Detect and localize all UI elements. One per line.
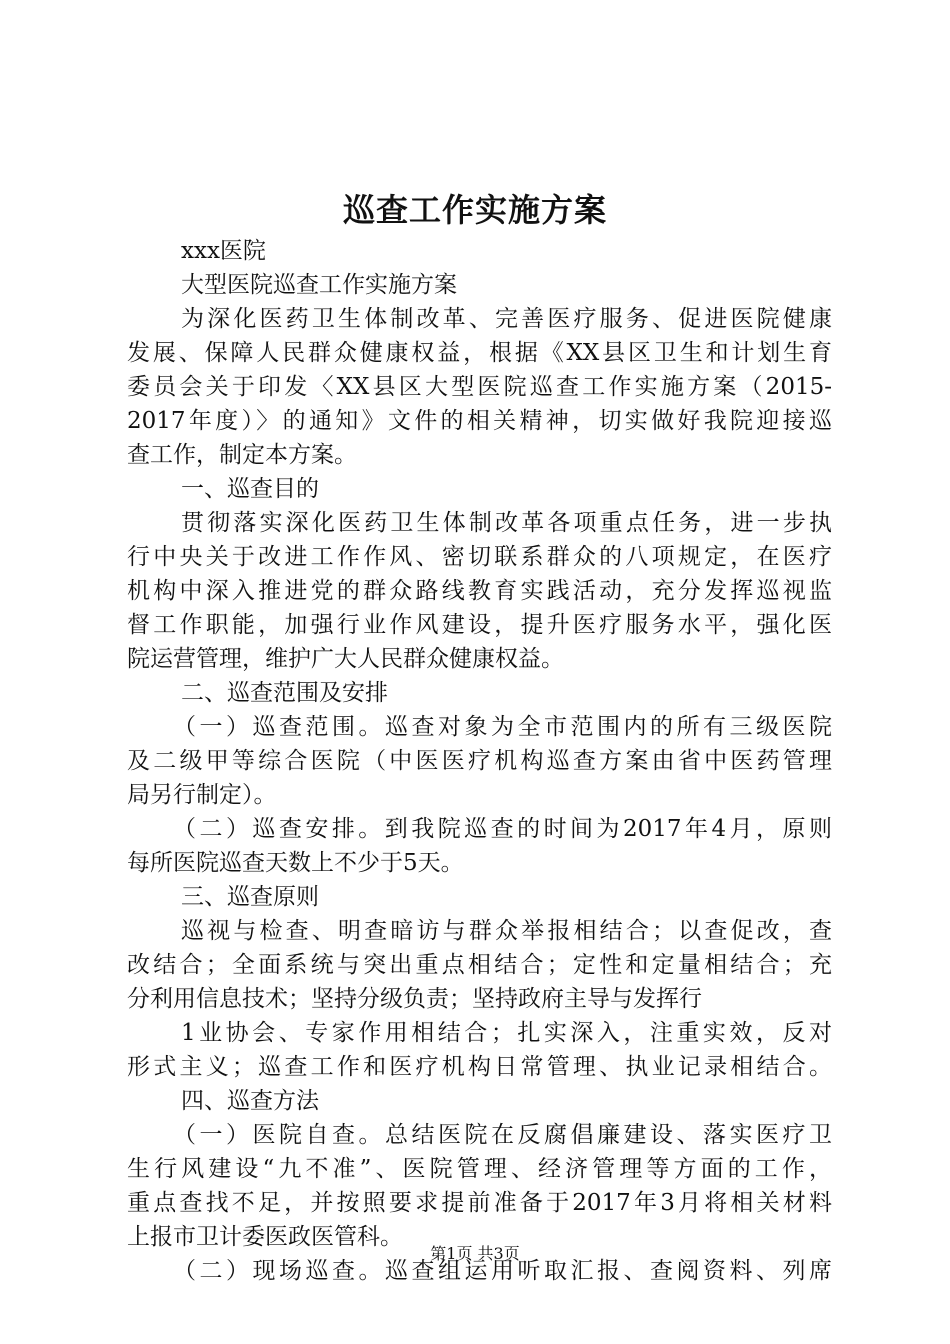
text-line: 每所医院巡查天数上不少于5天。 — [127, 850, 464, 876]
text-line: 2017年度）〉的通知》文件的相关精神，切实做好我院迎接巡 — [127, 408, 832, 434]
text-line: 查工作，制定本方案。 — [127, 442, 357, 468]
text-line: 行中央关于改进工作作风、密切联系群众的八项规定，在医疗 — [127, 544, 832, 570]
text-line: （一）医院自查。总结医院在反腐倡廉建设、落实医疗卫 — [173, 1122, 832, 1148]
text-line: 督工作职能，加强行业作风建设，提升医疗服务水平，强化医 — [127, 612, 832, 638]
text-line: 二、巡查范围及安排 — [181, 680, 388, 706]
text-line: 贯彻落实深化医药卫生体制改革各项重点任务，进一步执 — [181, 510, 832, 536]
text-line: 巡视与检查、明查暗访与群众举报相结合；以查促改，查 — [181, 918, 832, 944]
text-line: 及二级甲等综合医院（中医医疗机构巡查方案由省中医药管理 — [127, 748, 832, 774]
text-line: 三、巡查原则 — [181, 884, 319, 910]
text-line: （二）现场巡查。巡查组运用听取汇报、查阅资料、列席 — [173, 1258, 832, 1284]
text-line: 为深化医药卫生体制改革、完善医疗服务、促进医院健康 — [181, 306, 832, 332]
text-line: 1业协会、专家作用相结合；扎实深入，注重实效，反对 — [181, 1020, 832, 1046]
text-line: 发展、保障人民群众健康权益，根据《XX县区卫生和计划生育 — [127, 340, 832, 366]
text-line: 形式主义；巡查工作和医疗机构日常管理、执业记录相结合。 — [127, 1054, 832, 1080]
text-line: 改结合；全面系统与突出重点相结合；定性和定量相结合；充 — [127, 952, 832, 978]
text-line: 机构中深入推进党的群众路线教育实践活动，充分发挥巡视监 — [127, 578, 832, 604]
text-line: （二）巡查安排。到我院巡查的时间为2017年4月，原则 — [173, 816, 832, 842]
text-line: 委员会关于印发〈XX县区大型医院巡查工作实施方案（2015- — [127, 374, 832, 400]
text-line: 一、巡查目的 — [181, 476, 319, 502]
document-title: 巡查工作实施方案 — [342, 191, 607, 229]
text-line: 大型医院巡查工作实施方案 — [181, 272, 457, 298]
text-line: 上报市卫计委医政医管科。 — [127, 1224, 403, 1250]
text-line: 院运营管理，维护广大人民群众健康权益。 — [127, 646, 564, 672]
text-line: 生行风建设“九不准”、医院管理、经济管理等方面的工作， — [127, 1156, 832, 1182]
text-line: 分利用信息技术；坚持分级负责；坚持政府主导与发挥行 — [127, 986, 702, 1012]
text-line: 局另行制定）。 — [127, 782, 277, 808]
text-line: 重点查找不足，并按照要求提前准备于2017年3月将相关材料 — [127, 1190, 832, 1216]
text-line: 四、巡查方法 — [181, 1088, 319, 1114]
document-body — [127, 234, 832, 1288]
text-line: xxx医院 — [181, 238, 266, 264]
text-line: （一）巡查范围。巡查对象为全市范围内的所有三级医院 — [173, 714, 832, 740]
page-footer: 第1页 共3页 — [430, 1244, 520, 1263]
